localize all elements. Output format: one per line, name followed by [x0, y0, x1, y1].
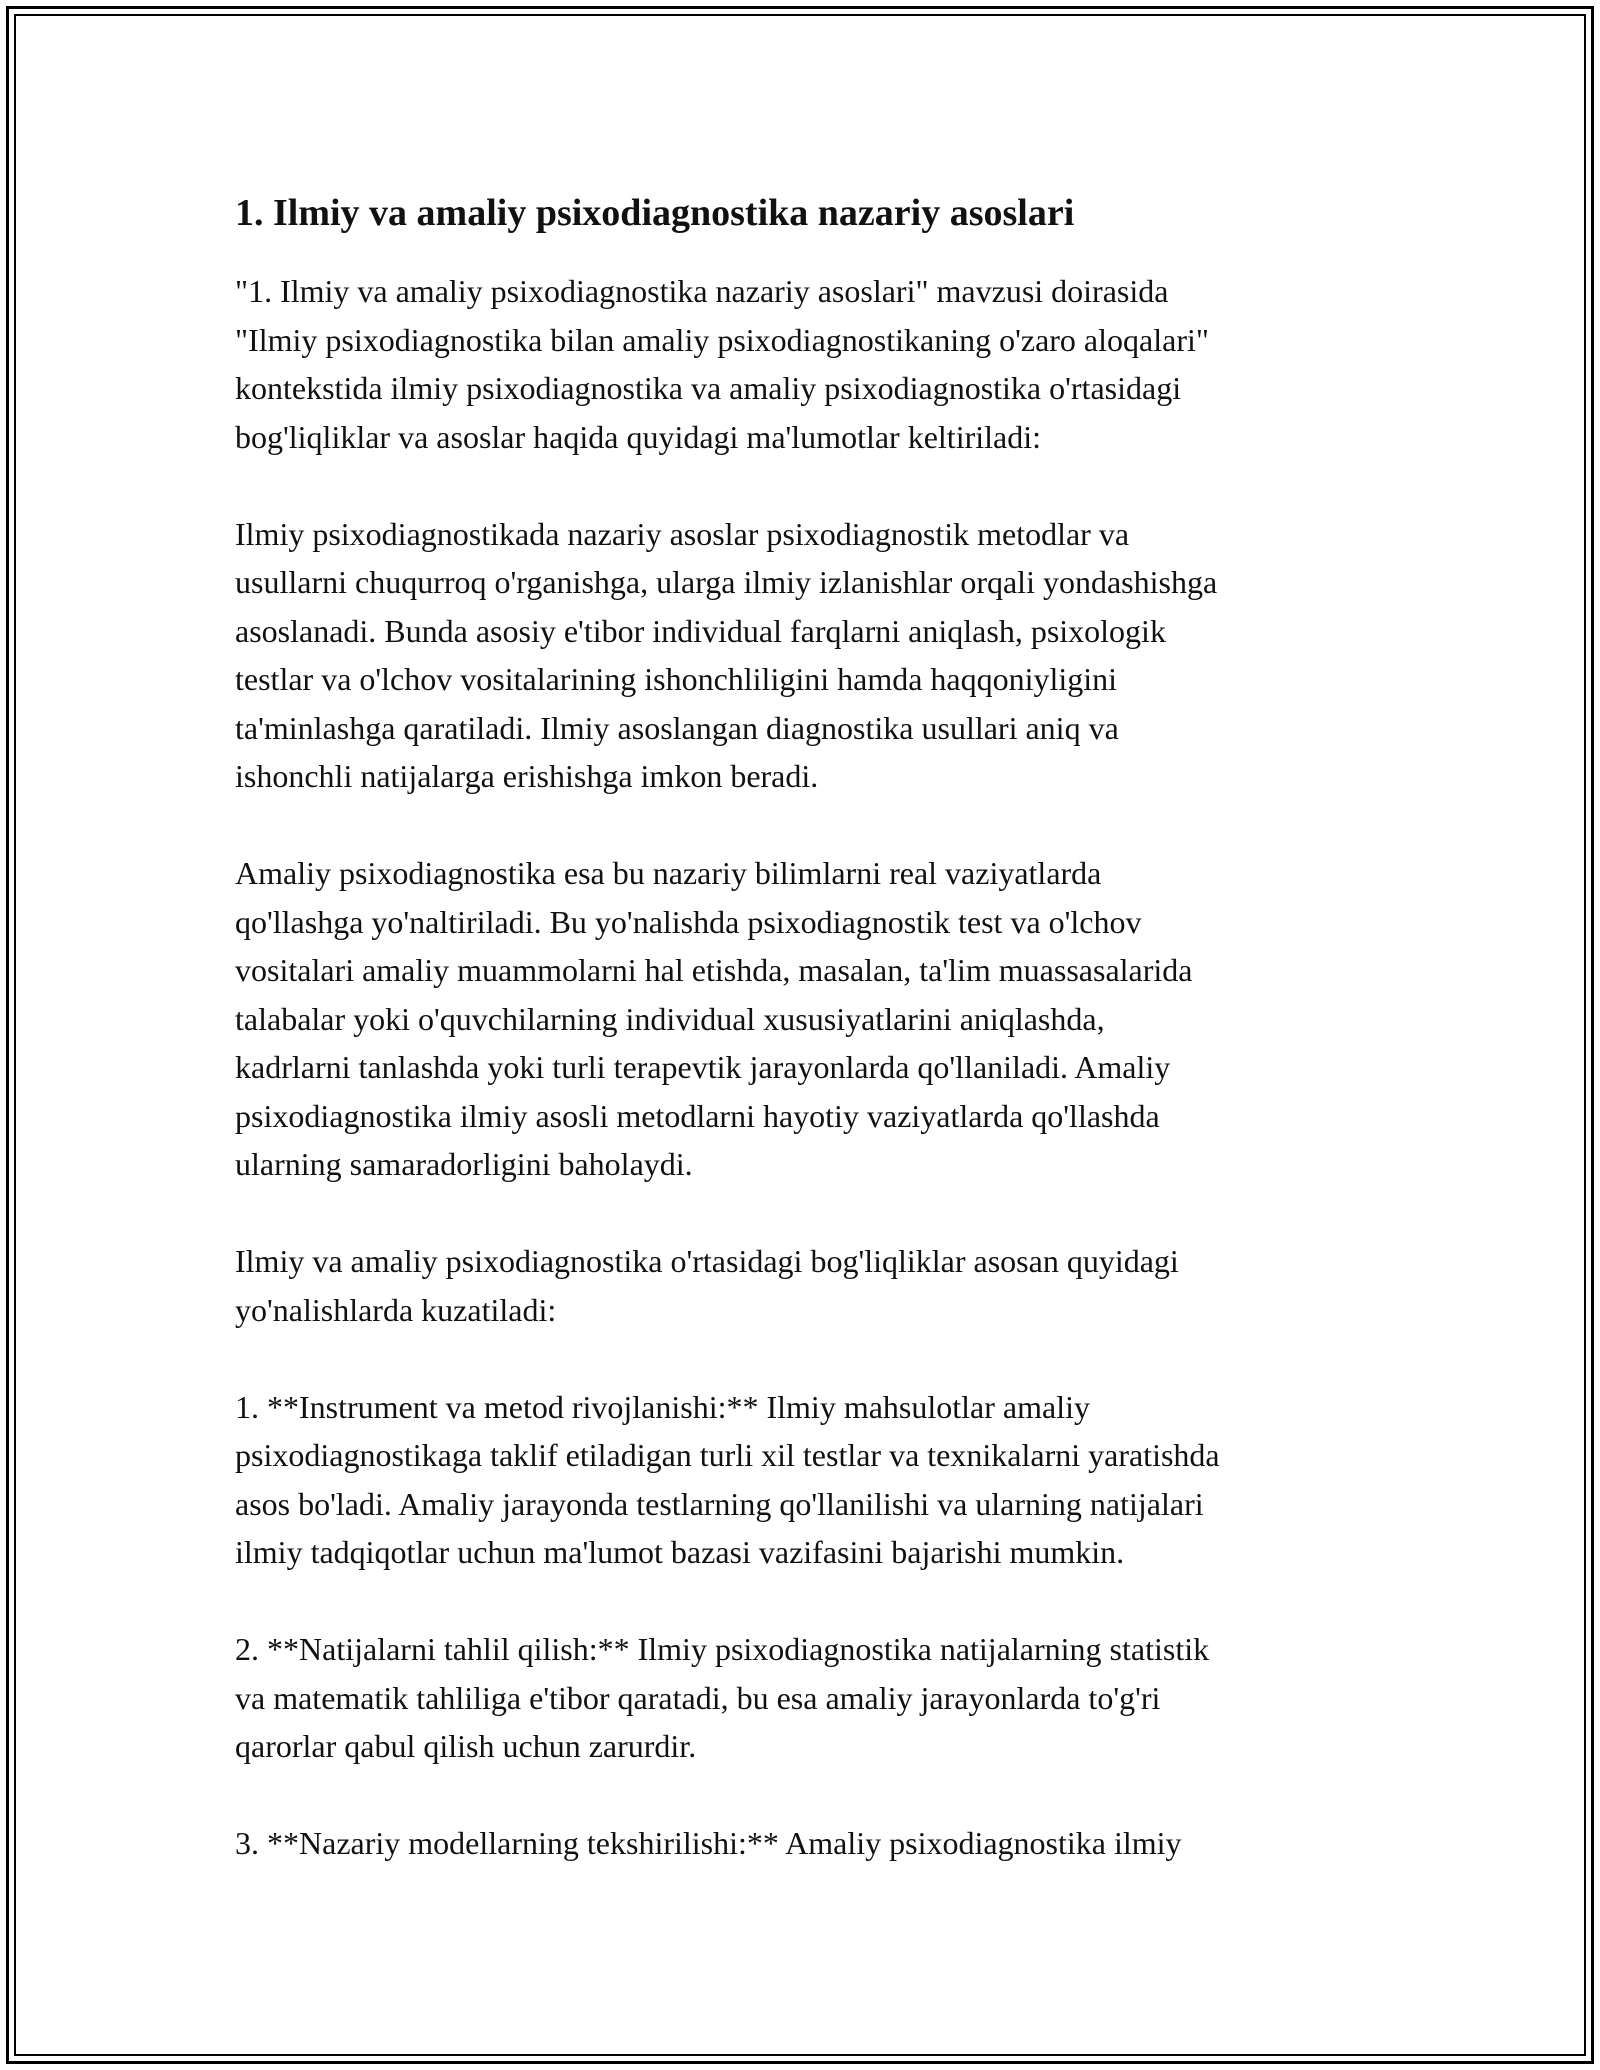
paragraph-line: ularning samaradorligini baholaydi. — [235, 1146, 693, 1182]
paragraph — [235, 267, 1375, 461]
paragraph-line: 1. **Instrument va metod rivojlanishi:** Ilmiy mahsulotlar amaliy — [235, 1388, 1090, 1425]
paragraph-line: qo'llashga yo'naltiriladi. Bu yo'nalishda psixodiagnostik test va o'lchov — [235, 903, 1142, 940]
paragraph-line: asoslanadi. Bunda asosiy e'tibor individual farqlarni aniqlash, psixologik — [235, 612, 1166, 649]
paragraph — [235, 1819, 1375, 1868]
paragraph-line: asos bo'ladi. Amaliy jarayonda testlarning qo'llanilishi va ularning natijalari — [235, 1485, 1204, 1522]
paragraph-line: yo'nalishlarda kuzatiladi: — [235, 1291, 557, 1328]
document-body — [235, 185, 1375, 1916]
paragraph-line: psixodiagnostika ilmiy asosli metodlarni hayotiy vaziyatlarda qo'llashda — [235, 1097, 1160, 1134]
paragraph — [235, 1383, 1375, 1577]
paragraph-line: Ilmiy va amaliy psixodiagnostika o'rtasidagi bog'liqliklar asosan quyidagi — [235, 1243, 1179, 1279]
paragraph — [235, 1625, 1375, 1771]
paragraph-line: bog'liqliklar va asoslar haqida quyidagi ma'lumotlar keltiriladi: — [235, 418, 1041, 455]
paragraph — [235, 510, 1375, 801]
paragraph — [235, 849, 1375, 1189]
paragraph-line: "1. Ilmiy va amaliy psixodiagnostika nazariy asoslari" mavzusi doirasida — [235, 273, 1169, 309]
paragraph-line: ilmiy tadqiqotlar uchun ma'lumot bazasi vazifasini bajarishi mumkin. — [235, 1534, 1125, 1570]
paragraph-line: va matematik tahliliga e'tibor qaratadi, bu esa amaliy jarayonlarda to'g'ri — [235, 1679, 1161, 1716]
paragraph-line: ta'minlashga qaratiladi. Ilmiy asoslangan diagnostika usullari aniq va — [235, 709, 1119, 746]
paragraph-list — [235, 267, 1375, 1868]
paragraph-line: Amaliy psixodiagnostika esa bu nazariy bilimlarni real vaziyatlarda — [235, 855, 1102, 891]
paragraph-line: "Ilmiy psixodiagnostika bilan amaliy psixodiagnostikaning o'zaro aloqalari" — [235, 321, 1209, 358]
paragraph-line: kontekstida ilmiy psixodiagnostika va amaliy psixodiagnostika o'rtasidagi — [235, 370, 1182, 406]
paragraph-line: psixodiagnostikaga taklif etiladigan turli xil testlar va texnikalarni yaratishda — [235, 1437, 1220, 1473]
paragraph-line: vositalari amaliy muammolarni hal etishda, masalan, ta'lim muassasalarida — [235, 952, 1193, 988]
paragraph-line: Ilmiy psixodiagnostikada nazariy asoslar psixodiagnostik metodlar va — [235, 515, 1130, 552]
paragraph-line: qarorlar qabul qilish uchun zarurdir. — [235, 1728, 697, 1764]
paragraph-line: 3. **Nazariy modellarning tekshirilishi:** Amaliy psixodiagnostika ilmiy — [235, 1825, 1182, 1861]
document-heading: 1. Ilmiy va amaliy psixodiagnostika nazariy asoslari — [235, 192, 1075, 234]
paragraph-line: usullarni chuqurroq o'rganishga, ularga ilmiy izlanishlar orqali yondashishga — [235, 564, 1218, 600]
paragraph-line: 2. **Natijalarni tahlil qilish:** Ilmiy psixodiagnostika natijalarning statistik — [235, 1631, 1210, 1667]
paragraph-line: testlar va o'lchov vositalarining ishonchliligini hamda haqqoniyligini — [235, 661, 1118, 697]
paragraph-line: ishonchli natijalarga erishishga imkon beradi. — [235, 758, 819, 794]
paragraph — [235, 1237, 1375, 1334]
paragraph-line: kadrlarni tanlashda yoki turli terapevtik jarayonlarda qo'llaniladi. Amaliy — [235, 1049, 1171, 1085]
paragraph-line: talabalar yoki o'quvchilarning individual xususiyatlarini aniqlashda, — [235, 1000, 1105, 1037]
